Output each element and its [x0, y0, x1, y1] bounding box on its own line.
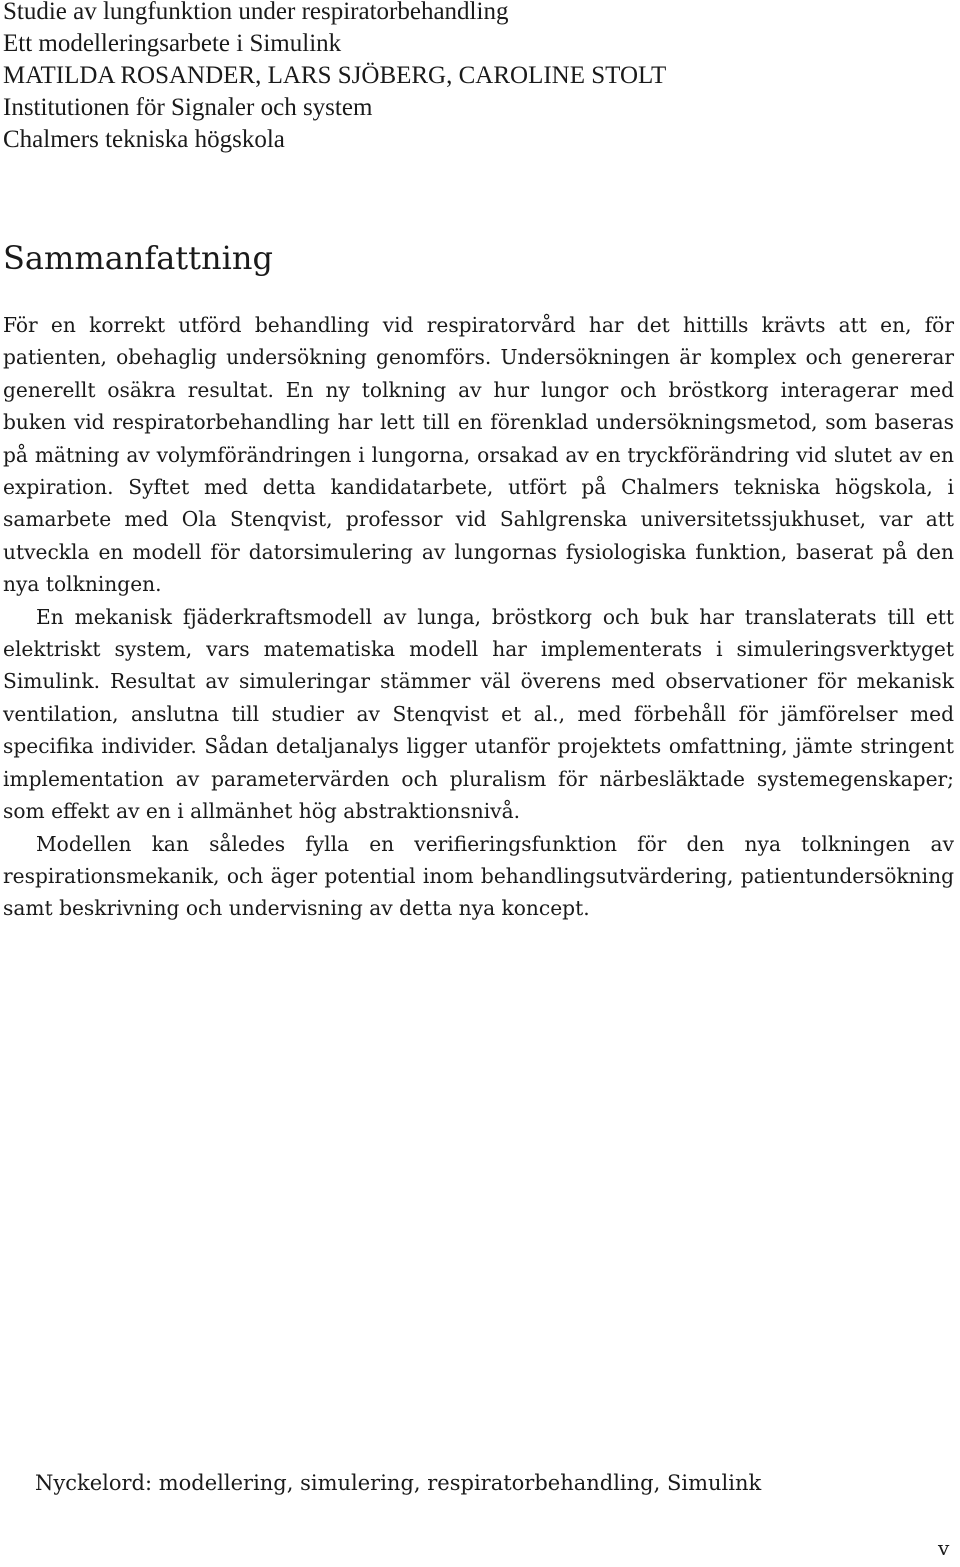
abstract-paragraph-1: För en korrekt utförd behandling vid respiratorvård har det hittills krävts att en, för patienten, obehaglig undersökning genomförs. Undersökningen är komplex och genererar generellt osäkra resultat. En ny tolkning av hur lungor och bröstkorg interagerar med buken vid respiratorbehandling har lett till en förenklad undersökningsmetod, som baseras på mätning av volymförändringen i lungorna, orsakad av en tryckförändring vid slutet av en expiration. Syftet med detta kandidatarbete, utfört på Chalmers tekniska högskola, i samarbete med Ola Stenqvist, professor vid Sahlgrenska universitetssjukhuset, var att utveckla en modell för datorsimulering av lungornas fysiologiska funktion, baserat på den nya tolkningen.	[3, 313, 954, 597]
thesis-authors: MATILDA ROSANDER, LARS SJÖBERG, CAROLINE STOLT	[3, 62, 667, 89]
abstract-paragraph-2: En mekanisk fjäderkraftsmodell av lunga, bröstkorg och buk har translaterats till ett elektriskt system, vars matematiska modell har implementerats i simuleringsverktyget Simulink. Resultat av simuleringar stämmer väl överens med observationer för mekanisk ventilation, anslutna till studier av Stenqvist et al., med förbehåll för jämförelser med specifika individer. Sådan detaljanalys ligger utanför projektets omfattning, jämte stringent implementation av parametervärden och pluralism för närbesläktade systemegenskaper; som effekt av en i allmänhet hög abstraktionsnivå.	[3, 604, 954, 824]
abstract-body	[3, 309, 954, 925]
university-name: Chalmers tekniska högskola	[3, 126, 285, 153]
abstract-paragraph-3: Modellen kan således fylla en verifieringsfunktion för den nya tolkningen av respirationsmekanik, och äger potential inom behandlingsutvärdering, patientundersökning samt beskrivning och undervisning av detta nya koncept.	[3, 831, 954, 921]
keywords-line: Nyckelord: modellering, simulering, respiratorbehandling, Simulink	[35, 1471, 762, 1495]
thesis-subtitle: Ett modelleringsarbete i Simulink	[3, 30, 342, 57]
thesis-title: Studie av lungfunktion under respiratorbehandling	[3, 0, 509, 25]
page-number: v	[938, 1536, 950, 1560]
institution-name: Institutionen för Signaler och system	[3, 94, 373, 121]
abstract-heading: Sammanfattning	[3, 239, 273, 277]
